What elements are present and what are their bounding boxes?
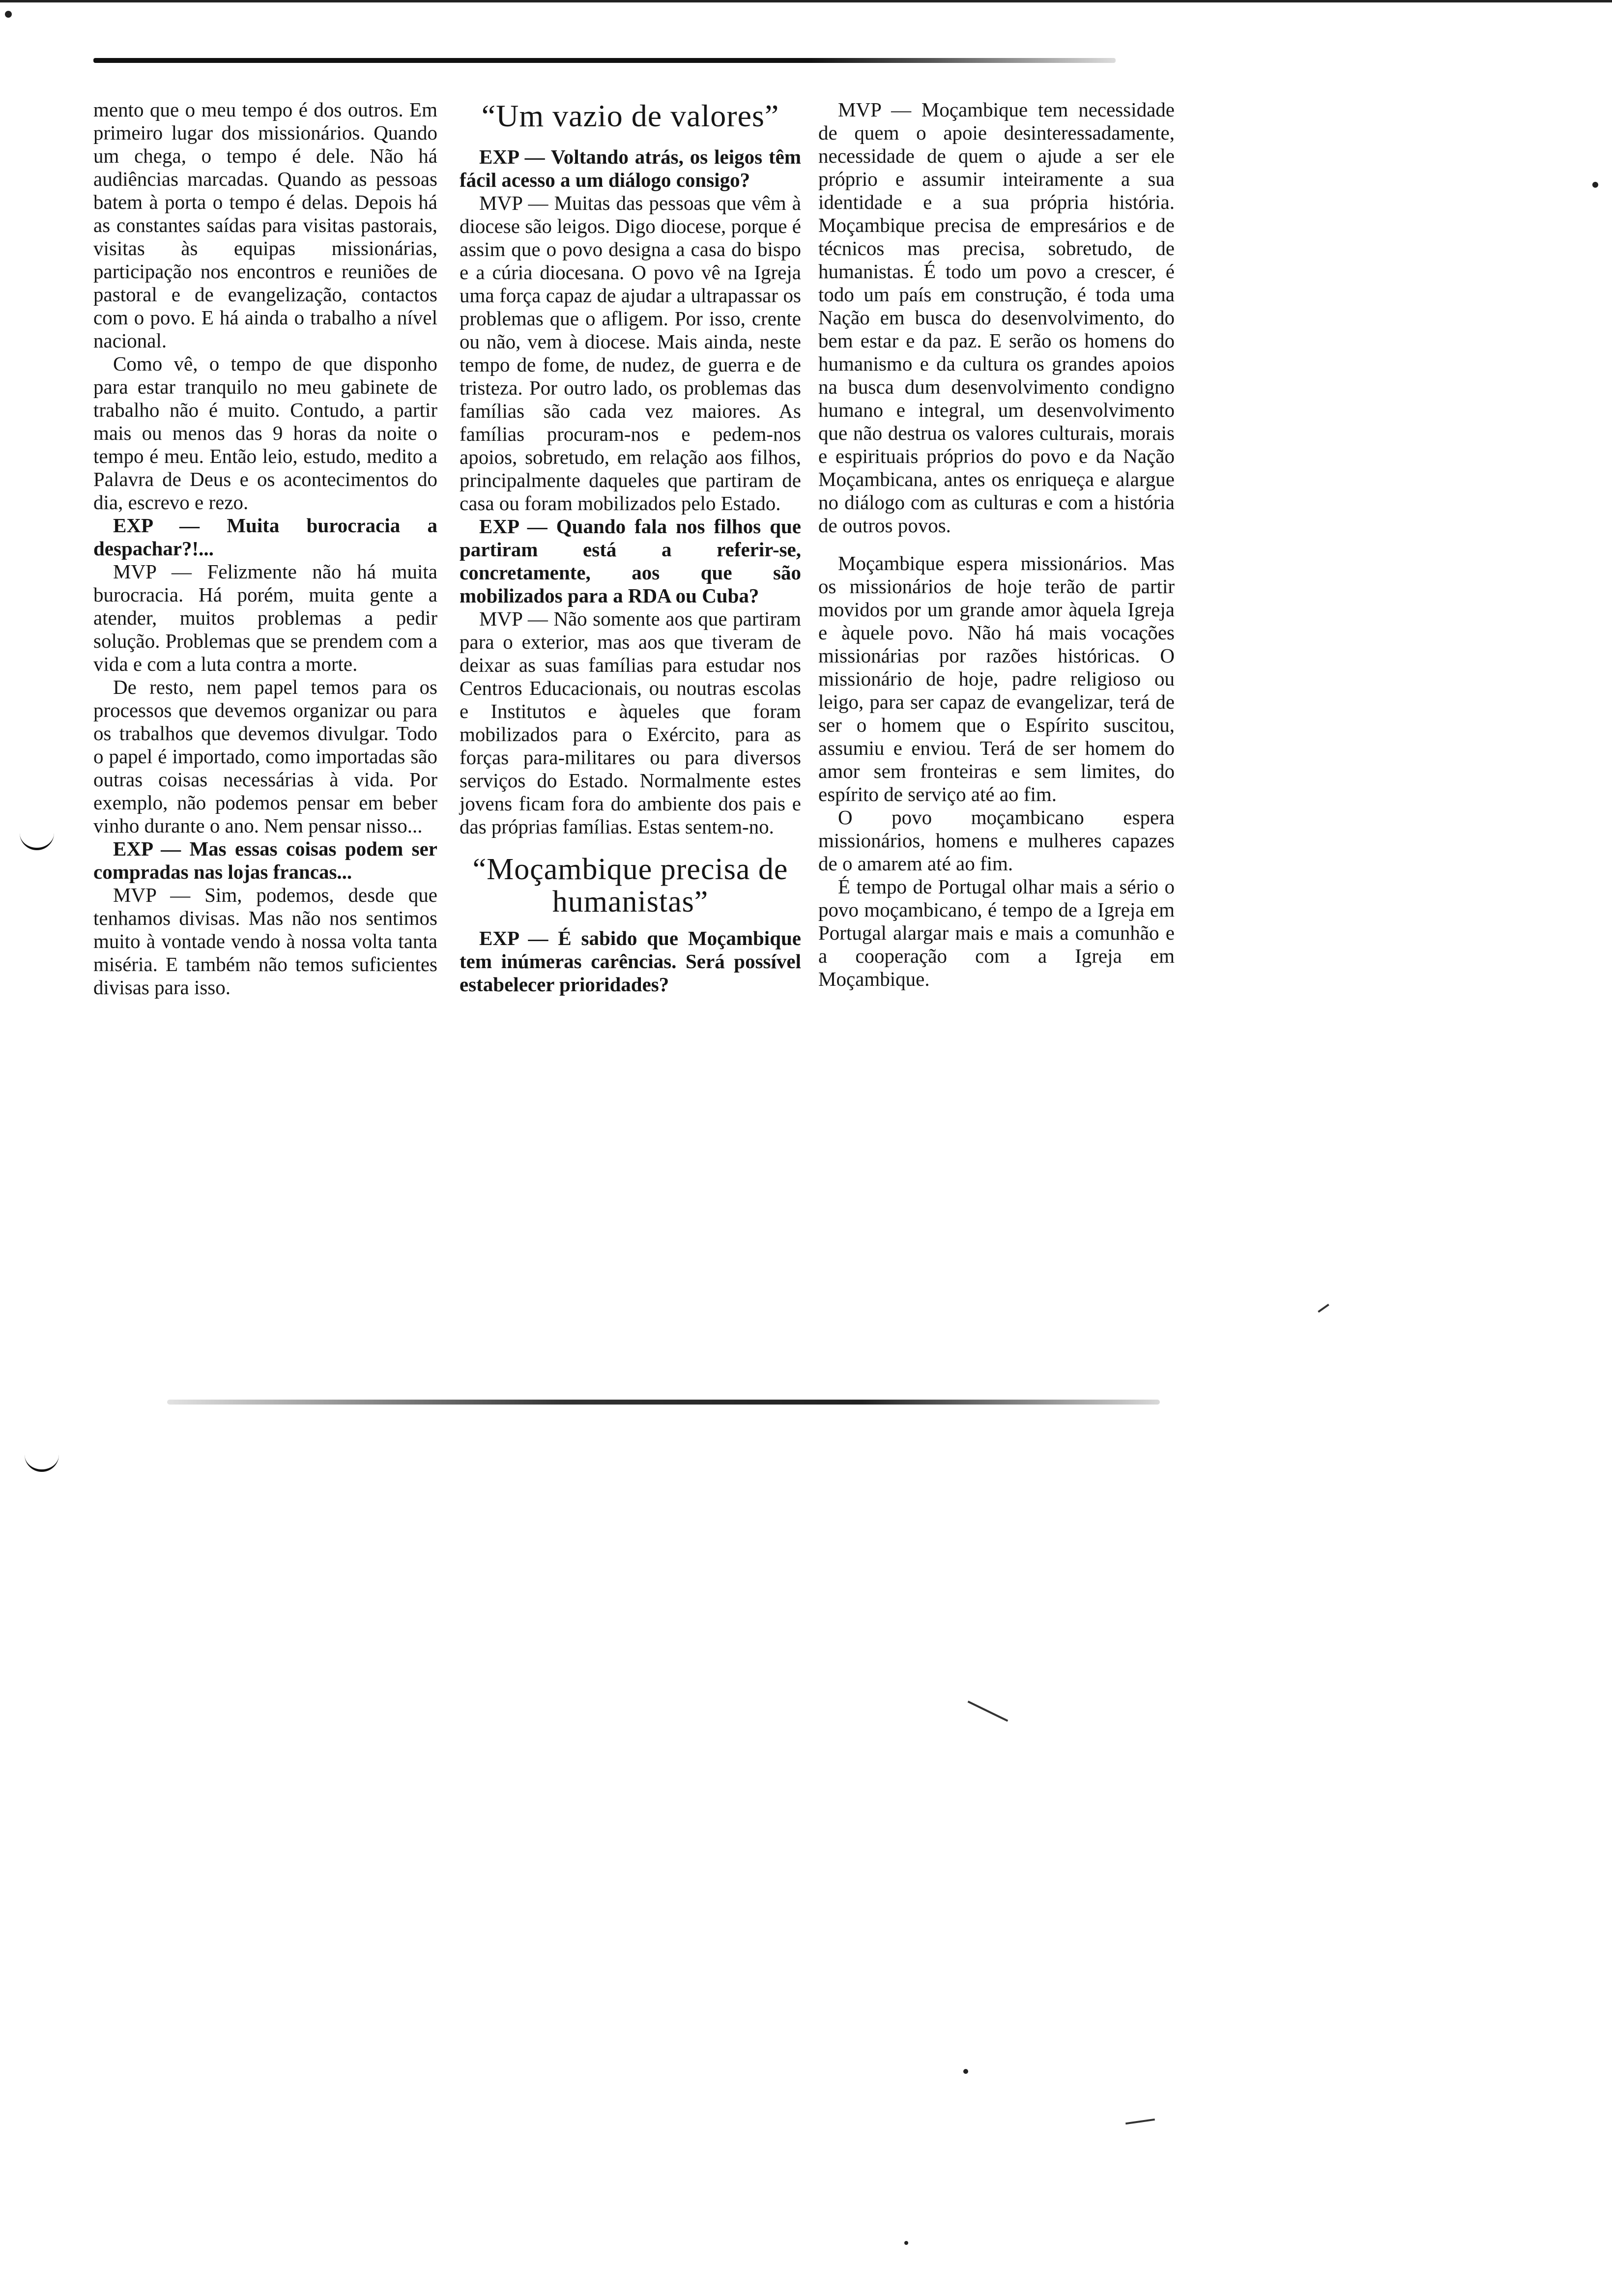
paragraph: É tempo de Portugal olhar mais a sério o povo moçambicano, é tempo de a Igreja em Portugal alargar mais e mais a comunhão e a cooperação com a Igreja em Moçambique. [818, 875, 1175, 990]
paragraph: MVP — Não somente aos que partiram para o exterior, mas aos que tiveram de deixar as suas famílias para estudar nos Centros Educacionais, ou noutras escolas e Institutos e àqueles que foram mobilizados para o Exército, para as forças para-militares ou para diversos serviços do Estado. Normalmente estes jovens ficam fora do ambiente dos pais e das próprias famílias. Estas sentem-no. [460, 607, 801, 838]
binder-hole-mark [20, 833, 54, 850]
paragraph: MVP — Felizmente não há muita burocracia. Há porém, muita gente a atender, muitos problemas a pedir solução. Problemas que se prendem com a vida e com a luta contra a morte. [93, 560, 437, 675]
column-2 [460, 98, 801, 996]
scan-stroke [968, 1700, 1008, 1722]
interviewer-question: EXP — Quando fala nos filhos que partiram está a referir-se, concretamente, aos que são mobilizados para a RDA ou Cuba? [460, 515, 801, 607]
scan-speck [904, 2241, 908, 2245]
paragraph: MVP — Sim, podemos, desde que tenhamos divisas. Mas não nos sentimos muito à vontade vendo à nossa volta tanta miséria. E também não temos suficientes divisas para isso. [93, 884, 437, 999]
scan-top-edge [0, 0, 1612, 2]
scan-stroke [1125, 2119, 1155, 2124]
paragraph: mento que o meu tempo é dos outros. Em primeiro lugar dos missionários. Quando um chega, o tempo é dele. Não há audiências marcadas. Quando as pessoas batem à porta o tempo é delas. Depois há as constantes saídas para visitas pastorais, visitas às equipas missionárias, participação nos encontros e reuniões de pastoral e de evangelização, contactos com o povo. E há ainda o trabalho a nível nacional. [93, 98, 437, 352]
section-heading: “Um vazio de valores” [481, 98, 779, 133]
paragraph: De resto, nem papel temos para os processos que devemos organizar ou para os trabalhos que devemos divulgar. Todo o papel é importado, como importadas são outras coisas necessárias à vida. Por exemplo, não podemos pensar em beber vinho durante o ano. Nem pensar nisso... [93, 676, 437, 837]
clipping-top-rule [93, 58, 1116, 63]
section-heading: “Moçambique precisa de humanistas” [472, 853, 788, 918]
binder-hole-mark [25, 1455, 59, 1472]
paragraph: Moçambique espera missionários. Mas os missionários de hoje terão de partir movidos por um grande amor àquela Igreja e àquele povo. Não há mais vocações missionárias por razões históricas. O missionário de hoje, padre religioso ou leigo, para ser capaz de evangelizar, terá de ser o homem que o Espírito suscitou, assumiu e enviou. Terá de ser homem do amor sem fronteiras e sem limites, do espírito de serviço até ao fim. [818, 552, 1175, 805]
scan-speck [5, 11, 12, 18]
paragraph: MVP — Muitas das pessoas que vêm à diocese são leigos. Digo diocese, porque é assim que o povo designa a casa do bispo e a cúria diocesana. O povo vê na Igreja uma força capaz de ajudar a ultrapassar os problemas que o afligem. Por isso, crente ou não, vem à diocese. Mais ainda, neste tempo de fome, de nudez, de guerra e de tristeza. Por outro lado, os problemas das famílias são cada vez maiores. As famílias procuram-nos e pedem-nos apoios, sobretudo, em relação aos filhos, principalmente daqueles que partiram de casa ou foram mobilizados pelo Estado. [460, 192, 801, 515]
interviewer-question: EXP — Mas essas coisas podem ser compradas nas lojas francas... [93, 837, 437, 883]
interviewer-question: EXP — Muita burocracia a despachar?!... [93, 514, 437, 560]
column-3 [818, 98, 1175, 991]
scan-stroke [1318, 1304, 1329, 1313]
paragraph-gap [818, 537, 1175, 552]
paragraph: O povo moçambicano espera missionários, homens e mulheres capazes de o amarem até ao fim. [818, 806, 1175, 875]
clipping-bottom-edge [167, 1400, 1160, 1405]
scan-speck [963, 2069, 968, 2074]
paragraph: Como vê, o tempo de que disponho para estar tranquilo no meu gabinete de trabalho não é muito. Contudo, a partir mais ou menos das 9 horas da noite o tempo é meu. Então leio, estudo, medito a Palavra de Deus e os acontecimentos do dia, escrevo e rezo. [93, 352, 437, 514]
scan-speck [1592, 182, 1598, 188]
interviewer-question: EXP — É sabido que Moçambique tem inúmeras carências. Será possível estabelecer prioridades? [460, 927, 801, 996]
column-1 [93, 98, 437, 999]
interviewer-question: EXP — Voltando atrás, os leigos têm fácil acesso a um diálogo consigo? [460, 145, 801, 191]
paragraph: MVP — Moçambique tem necessidade de quem o apoie desinteressadamente, necessidade de quem o ajude a ser ele próprio e assumir inteiramente a sua identidade e a sua própria história. Moçambique precisa de empresários e de técnicos mas precisa, sobretudo, de humanistas. É todo um povo a crescer, é todo um país em construção, é toda uma Nação em busca do desenvolvimento, do bem estar e da paz. E serão os homens do humanismo e da cultura os grandes apoios na busca dum desenvolvimento condigno humano e integral, um desenvolvimento que não destrua os valores culturais, morais e espirituais próprios do povo e da Nação Moçambicana, antes os enriqueça e alargue no diálogo com as culturas e com a história de outros povos. [818, 98, 1175, 537]
